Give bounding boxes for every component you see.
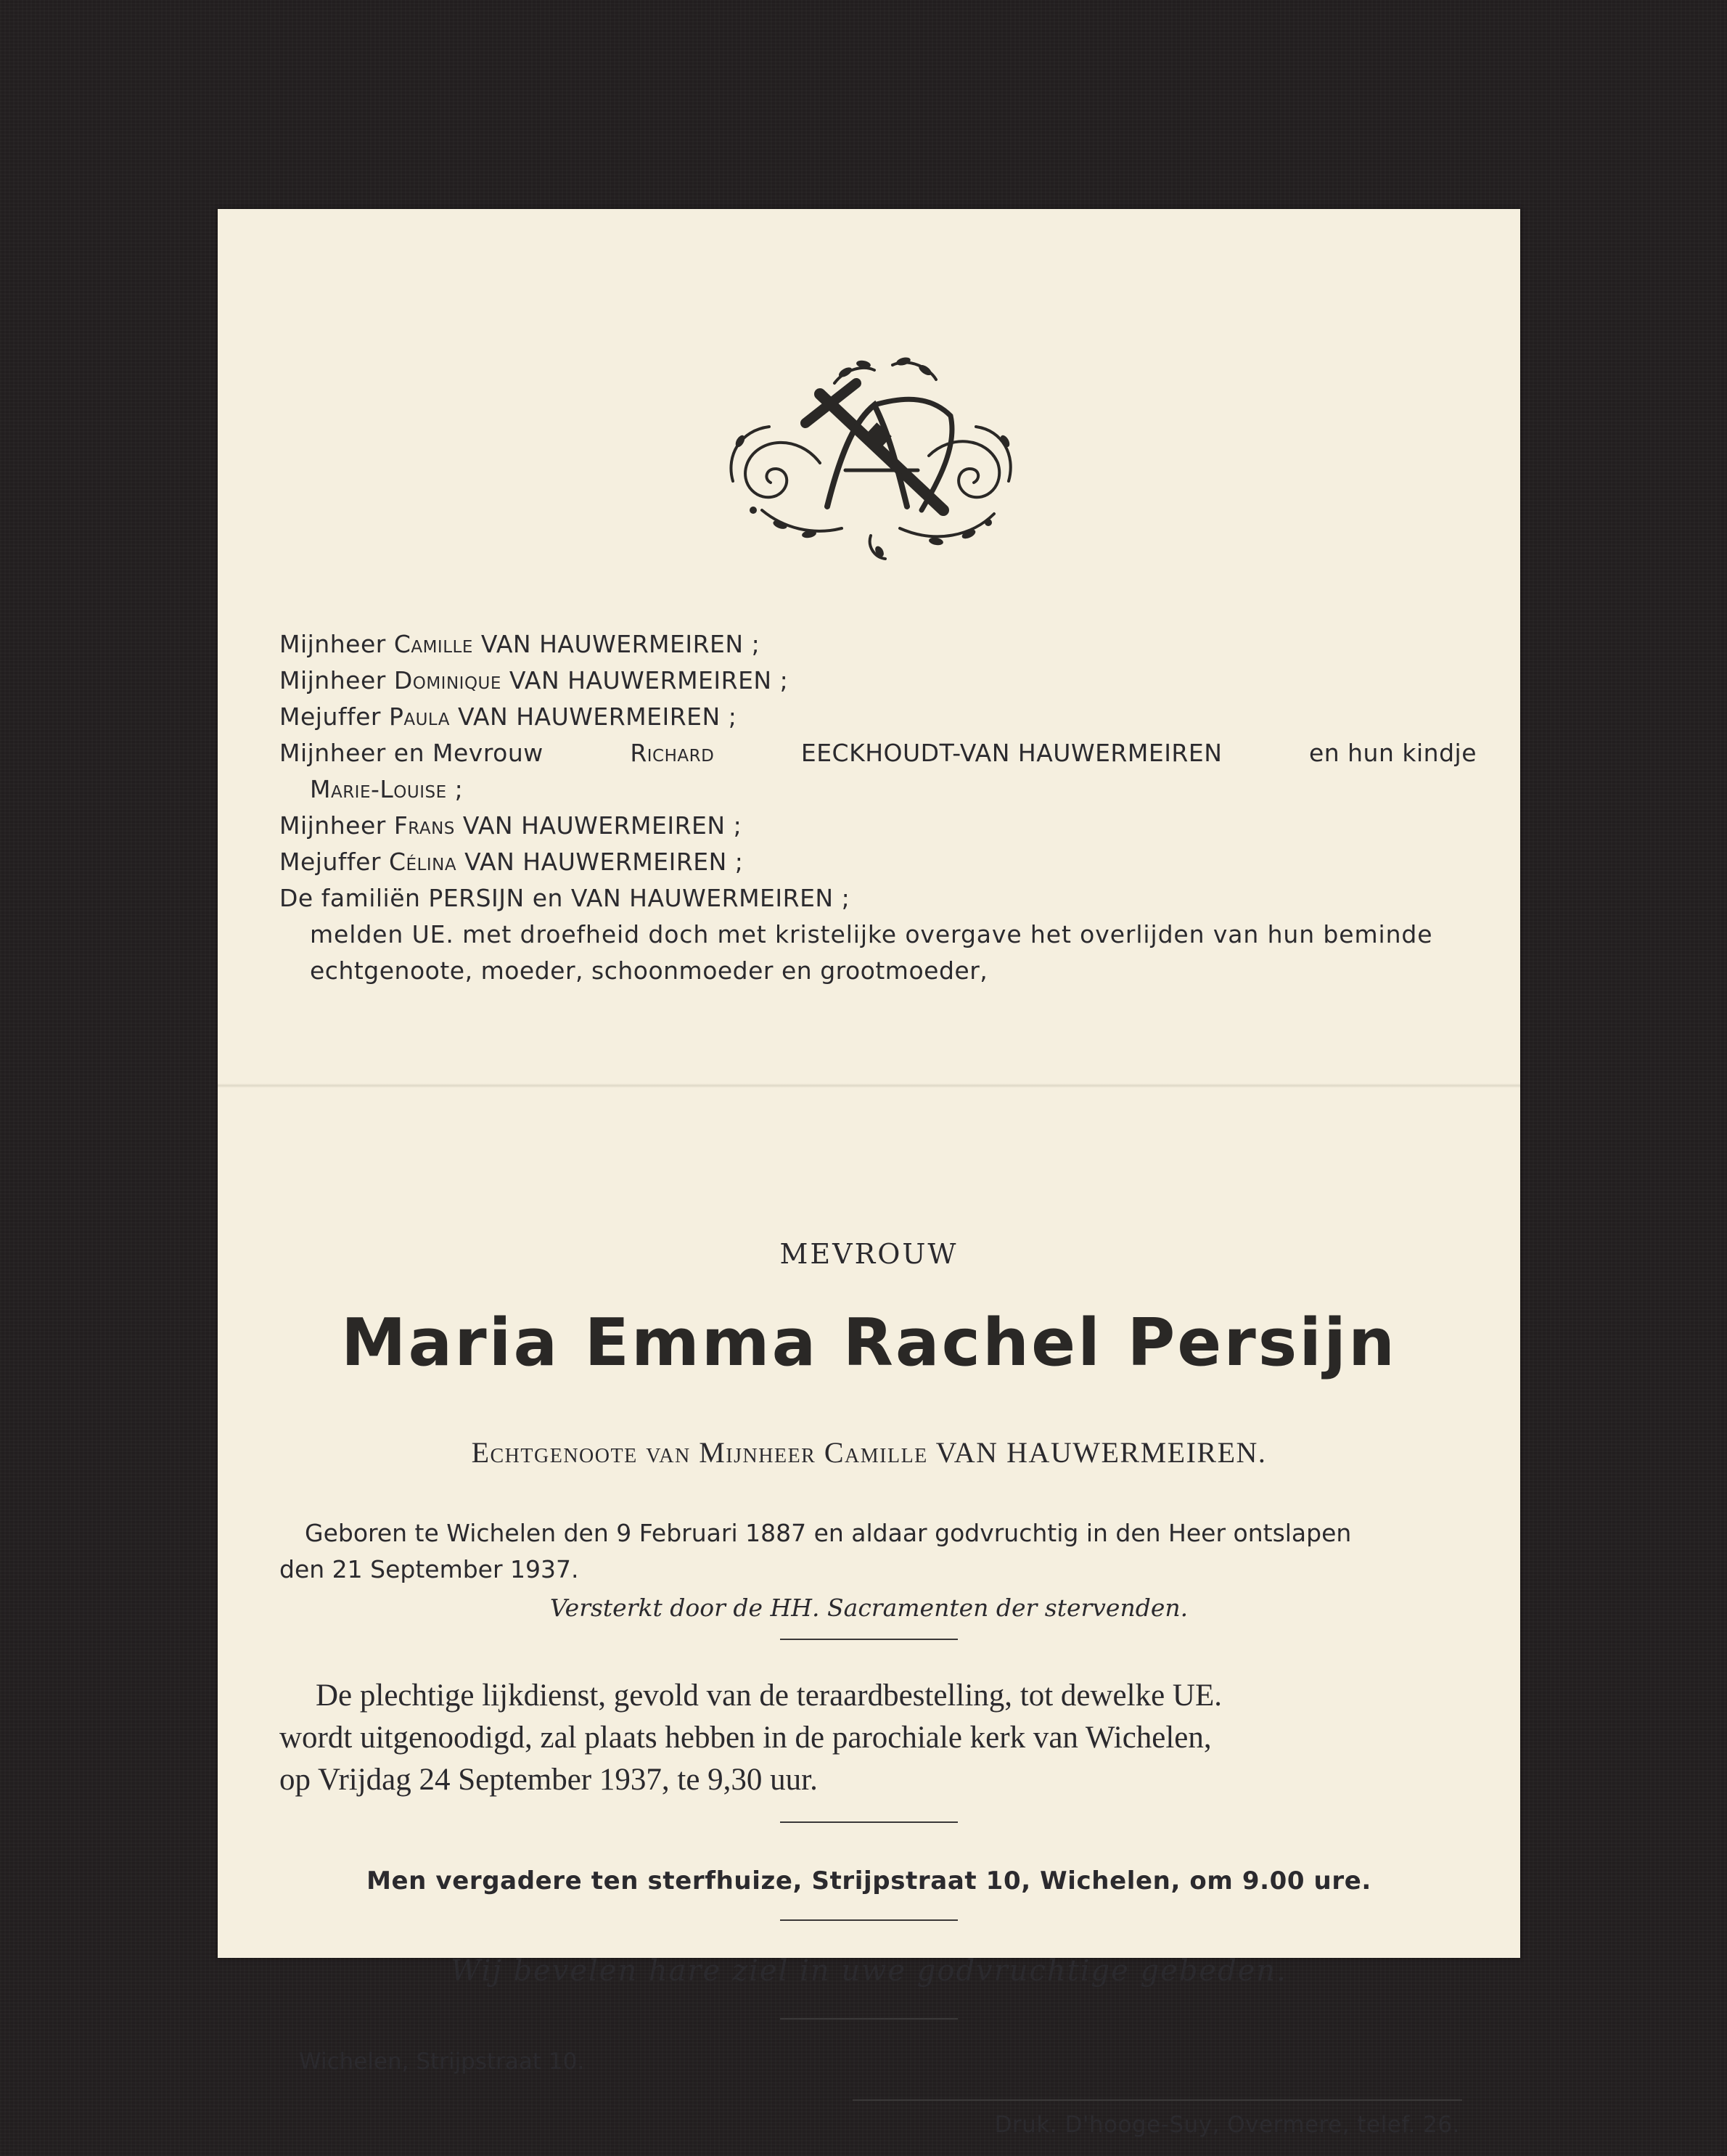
prayer-line: Wij bevelen hare ziel in uwe godvruchtige gebeden. [451,1954,1287,1988]
sacraments-line: Versterkt door de HH. Sacramenten der stervenden. [549,1594,1189,1622]
announce-line: echtgenoote, moeder, schoonmoeder en grootmoeder, [310,956,988,985]
deceased-name: Maria Emma Rachel Persijn [340,1305,1398,1381]
divider [780,1639,958,1640]
divider [780,2018,958,2020]
families-line: De familiën PERSIJN en VAN HAUWERMEIREN ; [279,884,850,912]
family-line: Mijnheer Camille VAN HAUWERMEIREN ; [279,630,760,658]
service-line: De plechtige lijkdienst, gevold van de teraardbestelling, tot dewelke UE. [316,1679,1222,1713]
funeral-service-info [279,1675,1462,1801]
service-line: op Vrijdag 24 September 1937, te 9,30 uur. [279,1763,818,1797]
family-line: Mejuffer Célina VAN HAUWERMEIREN ; [279,848,744,876]
announce-line: melden UE. met droefheid doch met kristelijke overgave het overlijden van hun beminde [310,920,1433,948]
printer-credit: Druk. D'hooge-Suy, Overmere, telef. 26. [994,2112,1460,2138]
family-child-line: Marie-Louise ; [310,775,464,803]
divider [780,1919,958,1921]
home-address: Wichelen, Strijpstraat 10. [299,2049,585,2075]
paper-fold [218,1083,1520,1088]
family-announcement [279,626,1477,989]
death-date-line: den 21 September 1937. [279,1555,579,1583]
family-line: Mijnheer Dominique VAN HAUWERMEIREN ; [279,666,789,694]
divider [780,1821,958,1823]
born-line: Geboren te Wichelen den 9 Februari 1887 en aldaar godvruchtig in den Heer ontslapen [305,1519,1352,1547]
printer-divider [853,2099,1462,2101]
cross-and-monogram-ornament-icon [718,354,1023,561]
family-line: Mijnheer Frans VAN HAUWERMEIREN ; [279,811,742,840]
family-couple-line: Mijnheer en Mevrouw Richard EECKHOUDT-VAN HAUWERMEIREN en hun kindje [279,739,1477,767]
deceased-title: MEVROUW [779,1238,959,1270]
family-line: Mejuffer Paula VAN HAUWERMEIREN ; [279,702,737,731]
gathering-info: Men vergadere ten sterfhuize, Strijpstraat 10, Wichelen, om 9.00 ure. [366,1866,1371,1895]
funeral-notice-card [218,209,1520,2138]
service-line: wordt uitgenoodigd, zal plaats hebben in de parochiale kerk van Wichelen, [279,1721,1212,1755]
spouse-line: Echtgenoote van Mijnheer Camille VAN HAUWERMEIREN. [471,1436,1267,1469]
birth-death-dates [279,1515,1462,1588]
